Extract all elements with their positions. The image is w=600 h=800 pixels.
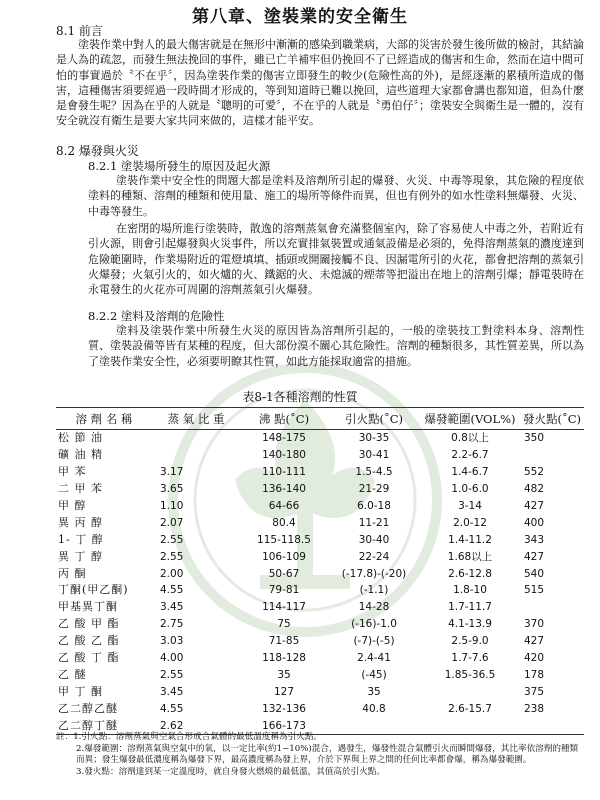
- flash-point-cell: 22-24: [358, 550, 390, 563]
- flash-point-cell: 1.5-4.5: [355, 466, 393, 479]
- explosive-range-cell: 2.6-15.7: [448, 702, 492, 715]
- solvent-name-cell: 丁酮(甲乙酮): [58, 583, 129, 597]
- note-flash-point: 註：1.引火點：溶劑蒸氣與空氣合形成合氣體的最低溫度稱為引火點。: [56, 732, 323, 742]
- solvent-name-cell: 乙二醇丁醚: [56, 717, 152, 734]
- explosive-range-cell: [420, 683, 520, 700]
- explosive-range-cell: 1.8-10: [453, 584, 487, 597]
- solvent-name-cell: 異 丁 醇: [58, 549, 103, 563]
- vapor-density-cell: 2.55: [160, 533, 184, 546]
- vapor-density-cell: 4.55: [160, 702, 184, 715]
- flash-point-cell: 6.0-18: [357, 500, 391, 512]
- boiling-point-cell: 148-175: [262, 432, 306, 445]
- explosive-range-cell: 1.4-11.2: [448, 533, 492, 546]
- boiling-point-cell: 110-111: [262, 466, 306, 479]
- header-flash-point: 引火點(˚C): [328, 408, 420, 430]
- solvent-name-cell: 乙 酸 乙 酯: [58, 634, 120, 648]
- table-row: [56, 531, 584, 548]
- solvent-name-cell: 甲 苯: [58, 465, 87, 479]
- vapor-density-cell: 3.45: [160, 685, 184, 698]
- explosive-range-cell: 2.0-12: [453, 516, 487, 529]
- solvent-name-cell: 丙 酮: [58, 566, 87, 580]
- solvent-name-cell: 乙 醚: [58, 667, 87, 681]
- ignition-point-cell: 370: [524, 618, 545, 631]
- vapor-density-cell: 3.65: [160, 483, 184, 496]
- ignition-point-cell: [520, 447, 584, 464]
- table-row: [56, 683, 584, 700]
- table-row: [56, 616, 584, 633]
- solvent-name-cell: 甲基異丁酮: [58, 600, 118, 614]
- flash-point-cell: 30-40: [358, 533, 390, 546]
- ignition-point-cell: 540: [524, 567, 545, 580]
- vapor-density-cell: 2.07: [160, 516, 184, 529]
- explosive-range-cell: 1.7-7.6: [451, 652, 489, 665]
- header-solvent-name: 溶 劑 名 稱: [56, 408, 152, 430]
- vapor-density-cell: 2.62: [152, 717, 240, 734]
- explosive-range-cell: 1.0-6.0: [451, 483, 489, 496]
- boiling-point-cell: 115-118.5: [257, 533, 311, 546]
- table-row: [56, 447, 584, 464]
- explosive-range-cell: 2.5-9.0: [451, 635, 489, 648]
- vapor-density-cell: 4.00: [160, 652, 184, 665]
- flash-point-cell: (-1.1): [359, 584, 389, 597]
- note-explosive-range: 2.爆發範圍：溶劑蒸氣與空氣中的氧，以一定比率(約1~10%)混合，遇發生，爆發性混合氣體引火而瞬間爆發，其比率依溶劑的種類而異；發生爆發最低濃度稱為爆發下界，最高濃度稱為發上界，介於下界與上界之間的任何比率都會爆，稱為爆發範圍。: [76, 743, 579, 765]
- solvent-name-cell: 乙 酸 丁 酯: [58, 651, 120, 665]
- flash-point-cell: 2.4-41: [357, 652, 391, 665]
- ignition-point-cell: 350: [524, 432, 545, 445]
- ignition-point-cell: 427: [524, 550, 545, 563]
- vapor-density-cell: [152, 430, 240, 447]
- ignition-point-cell: 427: [524, 500, 545, 512]
- header-boiling-point: 沸 點(˚C): [240, 408, 328, 430]
- table-row: [56, 666, 584, 683]
- boiling-point-cell: 64-66: [268, 500, 300, 512]
- boiling-point-cell: 80.4: [272, 516, 296, 529]
- table-row: [56, 514, 584, 531]
- boiling-point-cell: 136-140: [262, 483, 306, 496]
- boiling-point-cell: 127: [273, 685, 295, 698]
- table-row: [56, 582, 584, 599]
- boiling-point-cell: 71-85: [268, 635, 300, 648]
- section-8-2-2-paragraph: 塗料及塗裝作業中所發生火災的原因皆為溶劑所引起的，一般的塗裝技工對塗料本身、溶劑性質、塗裝設備等皆有某種的程度，但大部份漠不關心其危險性。溶劑的種類很多，其性質差異，所以為了塗裝作業安全性，必須要明瞭其性質，如此方能採取適當的措施。: [88, 324, 584, 368]
- ignition-point-cell: 178: [524, 668, 545, 681]
- boiling-point-cell: 75: [277, 618, 291, 631]
- flash-point-cell: 30-35: [358, 432, 390, 445]
- flash-point-cell: (-17.8)-(-20): [341, 567, 407, 580]
- header-explosive-range: 爆發範圍(VOL%): [420, 408, 520, 430]
- ignition-point-cell: 420: [524, 652, 545, 665]
- explosive-range-cell: 1.4-6.7: [451, 466, 489, 479]
- boiling-point-cell: 118-128: [262, 652, 306, 665]
- vapor-density-cell: 1.10: [160, 500, 184, 512]
- section-8-2-1-heading: 8.2.1 塗裝場所發生的原因及起火源: [88, 159, 271, 173]
- explosive-range-cell: 2.2-6.7: [451, 449, 489, 462]
- explosive-range-cell: 0.8以上: [451, 432, 489, 445]
- table-row: [56, 548, 584, 565]
- ignition-point-cell: 482: [524, 483, 545, 496]
- note-ignition-point: 3.發火點：溶劑達到某一定溫度時，就自身發火燃燒的最低溫，其值高於引火點。: [76, 766, 385, 777]
- table-row: [56, 464, 584, 481]
- solvent-name-cell: 二 甲 苯: [58, 482, 103, 496]
- table-notes: [56, 732, 586, 778]
- ignition-point-cell: 343: [524, 533, 545, 546]
- section-8-1-paragraph: 塗裝作業中對人的最大傷害就是在無形中漸漸的感染到職業病，大部的災害於發生後所做的檢討，其結論是人為的疏忽，而發生無法挽回的事件，雖已亡羊補牢但仍挽回不了已經造成的傷害和生命，然而在這中間可怕的事實過於〝不在乎〞，因為塗裝作業的傷害立即發生的較少(危險性高的外)，是經逐漸的累積所造成的傷害，這種傷害須要經過一段時間才形成的，等到知道時已難以挽回，這些道理大家都會講也都知道，但為什麼是會發生呢？因為在乎的人就是〝聰明的可愛〞，不在乎的人就是〝勇伯仔〞；塗裝安全與衛生是一體的，沒有安全就沒有衛生是要大家共同來做的，這樣才能平安。: [56, 38, 584, 128]
- table-body: [56, 430, 584, 735]
- boiling-point-cell: 35: [277, 668, 291, 681]
- boiling-point-cell: 132-136: [262, 702, 306, 715]
- flash-point-cell: (-7)-(-5): [353, 635, 395, 648]
- solvent-name-cell: 礦 油 精: [58, 448, 103, 462]
- section-8-2-1-paragraph-1: 塗裝作業中安全性的問題大都是塗料及溶劑所引起的爆發、火災、中毒等現象，其危險的程度依塗料的種類、溶劑的種類和使用量、施工的場所等條件而異，但也有例外的如水性塗料無爆發、火災、中毒等發生。: [88, 174, 584, 218]
- solvent-properties-table: [56, 407, 584, 735]
- vapor-density-cell: 3.03: [160, 635, 184, 648]
- chapter-title: 第八章、塗裝業的安全衛生: [192, 7, 408, 27]
- table-row: [56, 565, 584, 582]
- vapor-density-cell: 2.00: [160, 567, 184, 580]
- boiling-point-cell: 106-109: [262, 550, 306, 563]
- vapor-density-cell: 3.45: [160, 601, 184, 614]
- ignition-point-cell: 400: [524, 516, 545, 529]
- ignition-point-cell: 552: [524, 466, 545, 479]
- boiling-point-cell: 114-117: [262, 601, 306, 614]
- boiling-point-cell: 79-81: [268, 584, 300, 597]
- table-header-row: [56, 408, 584, 430]
- boiling-point-cell: 50-67: [268, 567, 300, 580]
- table-caption: 表8-1各種溶劑的性質: [242, 390, 358, 404]
- section-8-2-heading: 8.2 爆發與火災: [56, 144, 139, 158]
- explosive-range-cell: 2.6-12.8: [448, 567, 492, 580]
- flash-point-cell: 35: [367, 685, 381, 698]
- table-row: [56, 481, 584, 498]
- boiling-point-cell: 140-180: [262, 449, 306, 462]
- solvent-name-cell: 異 丙 醇: [58, 515, 103, 529]
- ignition-point-cell: [520, 599, 584, 616]
- solvent-name-cell: 1- 丁 醇: [58, 532, 104, 546]
- flash-point-cell: 11-21: [358, 516, 390, 529]
- header-ignition-point: 發火點(˚C): [520, 408, 584, 430]
- table-row: [56, 498, 584, 515]
- explosive-range-cell: 1.68以上: [447, 550, 493, 563]
- vapor-density-cell: 3.17: [160, 466, 184, 479]
- ignition-point-cell: 427: [524, 635, 545, 648]
- table-row: [56, 633, 584, 650]
- vapor-density-cell: [152, 447, 240, 464]
- solvent-name-cell: 松 節 油: [58, 431, 103, 445]
- explosive-range-cell: 1.85-36.5: [444, 668, 496, 681]
- table-row: [56, 430, 584, 447]
- header-vapor-density: 蒸 氣 比 重: [152, 408, 240, 430]
- solvent-name-cell: 甲 醇: [58, 499, 87, 512]
- flash-point-cell: (-16)-1.0: [351, 618, 397, 631]
- table-row: [56, 599, 584, 616]
- solvent-name-cell: 乙二醇乙醚: [58, 701, 118, 715]
- section-8-1-heading: 8.1 前言: [56, 24, 103, 38]
- table-row: [56, 700, 584, 717]
- vapor-density-cell: 4.55: [160, 584, 184, 597]
- ignition-point-cell: 375: [524, 685, 545, 698]
- explosive-range-cell: 3-14: [458, 500, 482, 512]
- flash-point-cell: (-45): [361, 668, 387, 681]
- explosive-range-cell: 4.1-13.9: [448, 618, 492, 631]
- solvent-name-cell: 乙 酸 甲 酯: [58, 617, 120, 631]
- vapor-density-cell: 2.75: [160, 618, 184, 631]
- vapor-density-cell: 2.55: [160, 550, 184, 563]
- explosive-range-cell: 1.7-11.7: [448, 601, 492, 614]
- solvent-name-cell: 甲 丁 酮: [58, 684, 103, 698]
- flash-point-cell: 40.8: [362, 702, 386, 715]
- section-8-2-1-paragraph-2: 在密閉的場所進行塗裝時，散逸的溶劑蒸氣會充滿整個室內，除了容易使人中毒之外，若附近有引火源，則會引起爆發與火災事件，所以充實排氣裝置或通氣設備是必須的，免得溶劑蒸氣的濃度達到危險範圍時，作業場附近的電燈填填、插頭或開關接觸不良、因漏電所引的火花，都會把溶劑的蒸氣引火爆發；火氣引火的，如火爐的火、鐵鋸的火、未熄滅的煙蒂等把溢出在地上的溶劑引爆；靜電裝時在永電發生的火花亦可周圍的溶劑蒸氣引火爆發。: [88, 222, 584, 297]
- ignition-point-cell: 238: [524, 702, 545, 715]
- vapor-density-cell: 2.55: [160, 668, 184, 681]
- flash-point-cell: 14-28: [358, 601, 390, 614]
- ignition-point-cell: 515: [524, 584, 545, 597]
- boiling-point-cell: 166-173: [240, 717, 328, 734]
- section-8-2-2-heading: 8.2.2 塗料及溶劑的危險性: [88, 309, 225, 323]
- table-row: [56, 650, 584, 667]
- flash-point-cell: 21-29: [358, 483, 390, 496]
- flash-point-cell: 30-41: [358, 449, 390, 462]
